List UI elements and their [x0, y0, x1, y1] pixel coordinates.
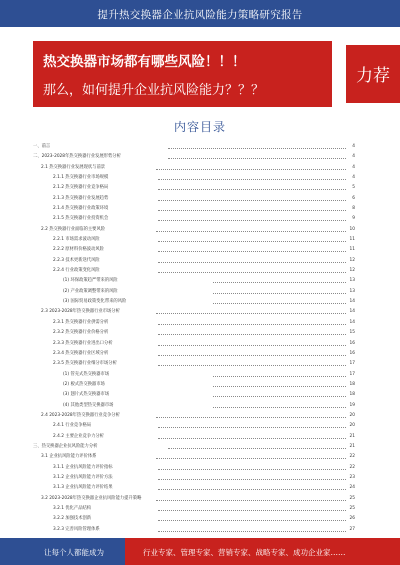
toc-row-page: 14: [349, 319, 355, 325]
toc-row-page: 20: [349, 412, 355, 418]
toc-row-leader: [158, 324, 346, 325]
headline-banner: [33, 41, 332, 107]
toc-row-leader: [213, 407, 346, 408]
toc-row-page: 15: [349, 330, 355, 336]
toc-row-label: 2.4.1 行业竞争格局: [53, 423, 92, 429]
toc-row[interactable]: [33, 206, 355, 212]
toc-row-label: 3.1.3 企业抗风险能力评价结果: [53, 485, 113, 491]
toc-row-leader: [158, 469, 346, 470]
toc-row[interactable]: [33, 496, 355, 502]
toc-row-label: 3.1.1 企业抗风险能力评价指标: [53, 464, 113, 470]
toc-row[interactable]: [33, 258, 355, 264]
toc-row-page: 22: [349, 454, 355, 460]
toc-row[interactable]: [33, 165, 355, 171]
toc-row-page: 21: [349, 443, 355, 449]
toc-row-leader: [158, 251, 346, 252]
toc-row-leader: [158, 489, 346, 490]
toc-row[interactable]: [33, 506, 355, 512]
toc-row-label: 2.3.1 热交换器行业供需分析: [53, 319, 109, 325]
toc-row-label: (3) 翅片式热交换器市场: [63, 392, 110, 398]
toc-row-leader: [168, 148, 346, 149]
report-title: 提升热交换器企业抗风险能力策略研究报告: [97, 9, 303, 21]
toc-row-label: (2) 产业政策调整带来的风险: [63, 288, 118, 294]
toc-row-leader: [158, 200, 346, 201]
toc-row-leader: [168, 448, 346, 449]
toc-row-leader: [158, 220, 346, 221]
toc-row-leader: [158, 355, 346, 356]
top-header-bar: [0, 0, 400, 27]
toc-row[interactable]: [33, 413, 355, 419]
toc-row[interactable]: [33, 465, 355, 471]
toc-row-page: 16: [349, 340, 355, 346]
toc-row-label: (1) 管壳式热交换器市场: [63, 371, 110, 377]
toc-row[interactable]: [33, 278, 355, 284]
toc-row[interactable]: [33, 320, 355, 326]
toc-row[interactable]: [33, 299, 355, 305]
toc-row-page: 22: [349, 464, 355, 470]
toc-row[interactable]: [33, 454, 355, 460]
toc-row[interactable]: [33, 341, 355, 347]
footer-left-slogan: 让每个人都能成为: [44, 548, 104, 557]
toc-row[interactable]: [33, 475, 355, 481]
toc-row-page: 20: [349, 423, 355, 429]
brand-badge-text: 力荐: [356, 66, 390, 86]
toc-row[interactable]: [33, 154, 355, 160]
toc-row[interactable]: [33, 330, 355, 336]
toc-row-leader: [158, 262, 346, 263]
toc-row-label: 2.4.2 主要企业竞争力分析: [53, 433, 104, 439]
toc-row-page: 18: [349, 381, 355, 387]
toc-row-label: 2.1.3 热交换器行业发展趋势: [53, 195, 109, 201]
toc-row-leader: [158, 479, 346, 480]
toc-row[interactable]: [33, 144, 355, 150]
toc-row-label: 2.2 热交换器行业面临的主要风险: [41, 226, 106, 232]
toc-row-page: 12: [349, 268, 355, 274]
footer-right-slogan: 行业专家、管理专家、营销专家、战略专家、成功企业家……: [143, 548, 346, 557]
toc-row[interactable]: [33, 444, 355, 450]
toc-row-leader: [158, 179, 346, 180]
toc-row[interactable]: [33, 423, 355, 429]
toc-row[interactable]: [33, 268, 355, 274]
toc-row-label: (3) 国际贸易政策变化带来的风险: [63, 299, 127, 305]
toc-row-page: 11: [349, 237, 355, 243]
toc-row-page: 13: [349, 278, 355, 284]
toc-row-page: 21: [349, 433, 355, 439]
toc-row-label: 2.2.4 行业政策变化风险: [53, 268, 100, 274]
toc-row-leader: [213, 386, 346, 387]
toc-row-leader: [213, 293, 346, 294]
toc-row-label: 2.1 热交换器行业发展现状与前景: [41, 164, 106, 170]
toc-row[interactable]: [33, 185, 355, 191]
toc-row-leader: [213, 282, 346, 283]
toc-row-leader: [158, 241, 346, 242]
toc-row-page: 8: [352, 206, 355, 212]
toc-row[interactable]: [33, 309, 355, 315]
toc-row-label: 2.2.3 技术更新迭代风险: [53, 257, 100, 263]
toc-row-leader: [213, 303, 346, 304]
toc-row-label: 3.2 2023-2028年热交换器企业抗风险能力提升策略: [41, 495, 142, 501]
toc-row-leader: [158, 438, 346, 439]
toc-row-label: 2.1.4 热交换器行业政策环境: [53, 206, 109, 212]
toc-row-label: 2.1.2 热交换器行业竞争格局: [53, 185, 109, 191]
toc-title: 内容目录: [173, 120, 226, 134]
toc-row-leader: [158, 210, 346, 211]
toc-row-leader: [158, 427, 346, 428]
toc-row-label: 3.2.1 优化产品结构: [53, 505, 92, 511]
toc-row-label: 2.2.2 原材料价格波动风险: [53, 247, 104, 253]
toc-row-page: 25: [349, 495, 355, 501]
toc-row-label: 2.2.1 市场需求波动风险: [53, 237, 100, 243]
toc-row-label: 2.3.5 热交换器行业细分市场分析: [53, 361, 117, 367]
toc-row-label: 2.3.3 热交换器行业进出口分析: [53, 340, 113, 346]
toc-row-leader: [158, 531, 346, 532]
toc-row[interactable]: [33, 403, 355, 409]
toc-row-label: 2.3.2 热交换器行业价格分析: [53, 330, 109, 336]
footer-bar: [0, 538, 400, 565]
toc-row-page: 14: [349, 309, 355, 315]
toc-row[interactable]: [33, 361, 355, 367]
toc-row-leader: [158, 510, 346, 511]
toc-row-leader: [158, 272, 346, 273]
toc-row-label: (2) 板式热交换器市场: [63, 381, 105, 387]
toc-row-page: 19: [349, 402, 355, 408]
toc-row-page: 18: [349, 392, 355, 398]
toc-row[interactable]: [33, 237, 355, 243]
toc-row[interactable]: [33, 382, 355, 388]
toc-row[interactable]: [33, 392, 355, 398]
toc-row-leader: [156, 313, 346, 314]
toc-row[interactable]: [33, 247, 355, 253]
toc-row-page: 11: [349, 247, 355, 253]
toc-row-page: 27: [349, 526, 355, 532]
brand-badge: [346, 45, 400, 103]
toc-row-label: 三、热交换器企业抗风险能力分析: [33, 443, 98, 449]
headline-line-1: 热交换器市场都有哪些风险！！！: [43, 54, 246, 70]
toc-row-page: 10: [349, 226, 355, 232]
toc-row-label: 2.3 2023-2028年热交换器行业市场分析: [41, 309, 120, 315]
table-of-contents: [33, 144, 355, 537]
toc-row-label: 3.1 企业抗风险能力评价体系: [41, 454, 97, 460]
toc-row-leader: [213, 396, 346, 397]
toc-row-page: 23: [349, 474, 355, 480]
toc-row[interactable]: [33, 527, 355, 533]
toc-row-leader: [213, 376, 346, 377]
toc-row-page: 16: [349, 350, 355, 356]
toc-row[interactable]: [33, 372, 355, 378]
toc-row-leader: [156, 169, 346, 170]
toc-row-label: 二、2023-2028年热交换器行业发展形势分析: [33, 154, 121, 160]
toc-row[interactable]: [33, 516, 355, 522]
toc-row-label: 3.1.2 企业抗风险能力评价方法: [53, 474, 113, 480]
toc-row[interactable]: [33, 216, 355, 222]
toc-row-page: 4: [352, 144, 355, 149]
toc-row-label: 2.4 2023-2028年热交换器行业竞争分析: [41, 412, 120, 418]
toc-row-leader: [156, 417, 346, 418]
toc-row-leader: [158, 345, 346, 346]
toc-row[interactable]: [33, 289, 355, 295]
toc-row-leader: [156, 458, 346, 459]
toc-row-leader: [156, 500, 346, 501]
toc-row-leader: [168, 158, 346, 159]
toc-row-label: 2.1.5 热交换器行业投资机会: [53, 216, 109, 222]
toc-row-page: 25: [349, 505, 355, 511]
toc-row-page: 5: [352, 185, 355, 191]
toc-row-page: 9: [352, 216, 355, 222]
toc-row-page: 4: [352, 164, 355, 170]
toc-row-label: (1) 环保政策趋严带来的风险: [63, 278, 118, 284]
toc-row[interactable]: [33, 434, 355, 440]
toc-row[interactable]: [33, 351, 355, 357]
toc-row-page: 12: [349, 257, 355, 263]
toc-row-label: 3.2.3 完善风险管理体系: [53, 526, 100, 532]
toc-row-leader: [158, 520, 346, 521]
toc-row[interactable]: [33, 485, 355, 491]
toc-row-leader: [156, 231, 346, 232]
toc-row-page: 24: [349, 485, 355, 491]
toc-row-label: 2.3.4 热交换器行业区域分析: [53, 350, 109, 356]
toc-row-page: 17: [349, 361, 355, 367]
toc-row-page: 4: [352, 175, 355, 181]
toc-row-leader: [158, 365, 346, 366]
toc-row[interactable]: [33, 227, 355, 233]
toc-row[interactable]: [33, 196, 355, 202]
toc-row-label: 3.2.2 加强技术创新: [53, 516, 92, 522]
headline-line-2: 那么，如何提升企业抗风险能力？？？: [43, 83, 265, 98]
toc-row-label: 2.1.1 热交换器行业市场规模: [53, 175, 109, 181]
toc-row-leader: [158, 334, 346, 335]
toc-row-page: 6: [352, 195, 355, 201]
toc-row-page: 26: [349, 516, 355, 522]
toc-row-page: 13: [349, 288, 355, 294]
toc-row-page: 4: [352, 154, 355, 160]
toc-row-page: 14: [349, 299, 355, 305]
toc-row-label: 一、前言: [33, 144, 51, 149]
toc-row-page: 17: [349, 371, 355, 377]
toc-row[interactable]: [33, 175, 355, 181]
toc-row-label: (4) 其他类型热交换器市场: [63, 402, 114, 408]
toc-row-leader: [158, 189, 346, 190]
